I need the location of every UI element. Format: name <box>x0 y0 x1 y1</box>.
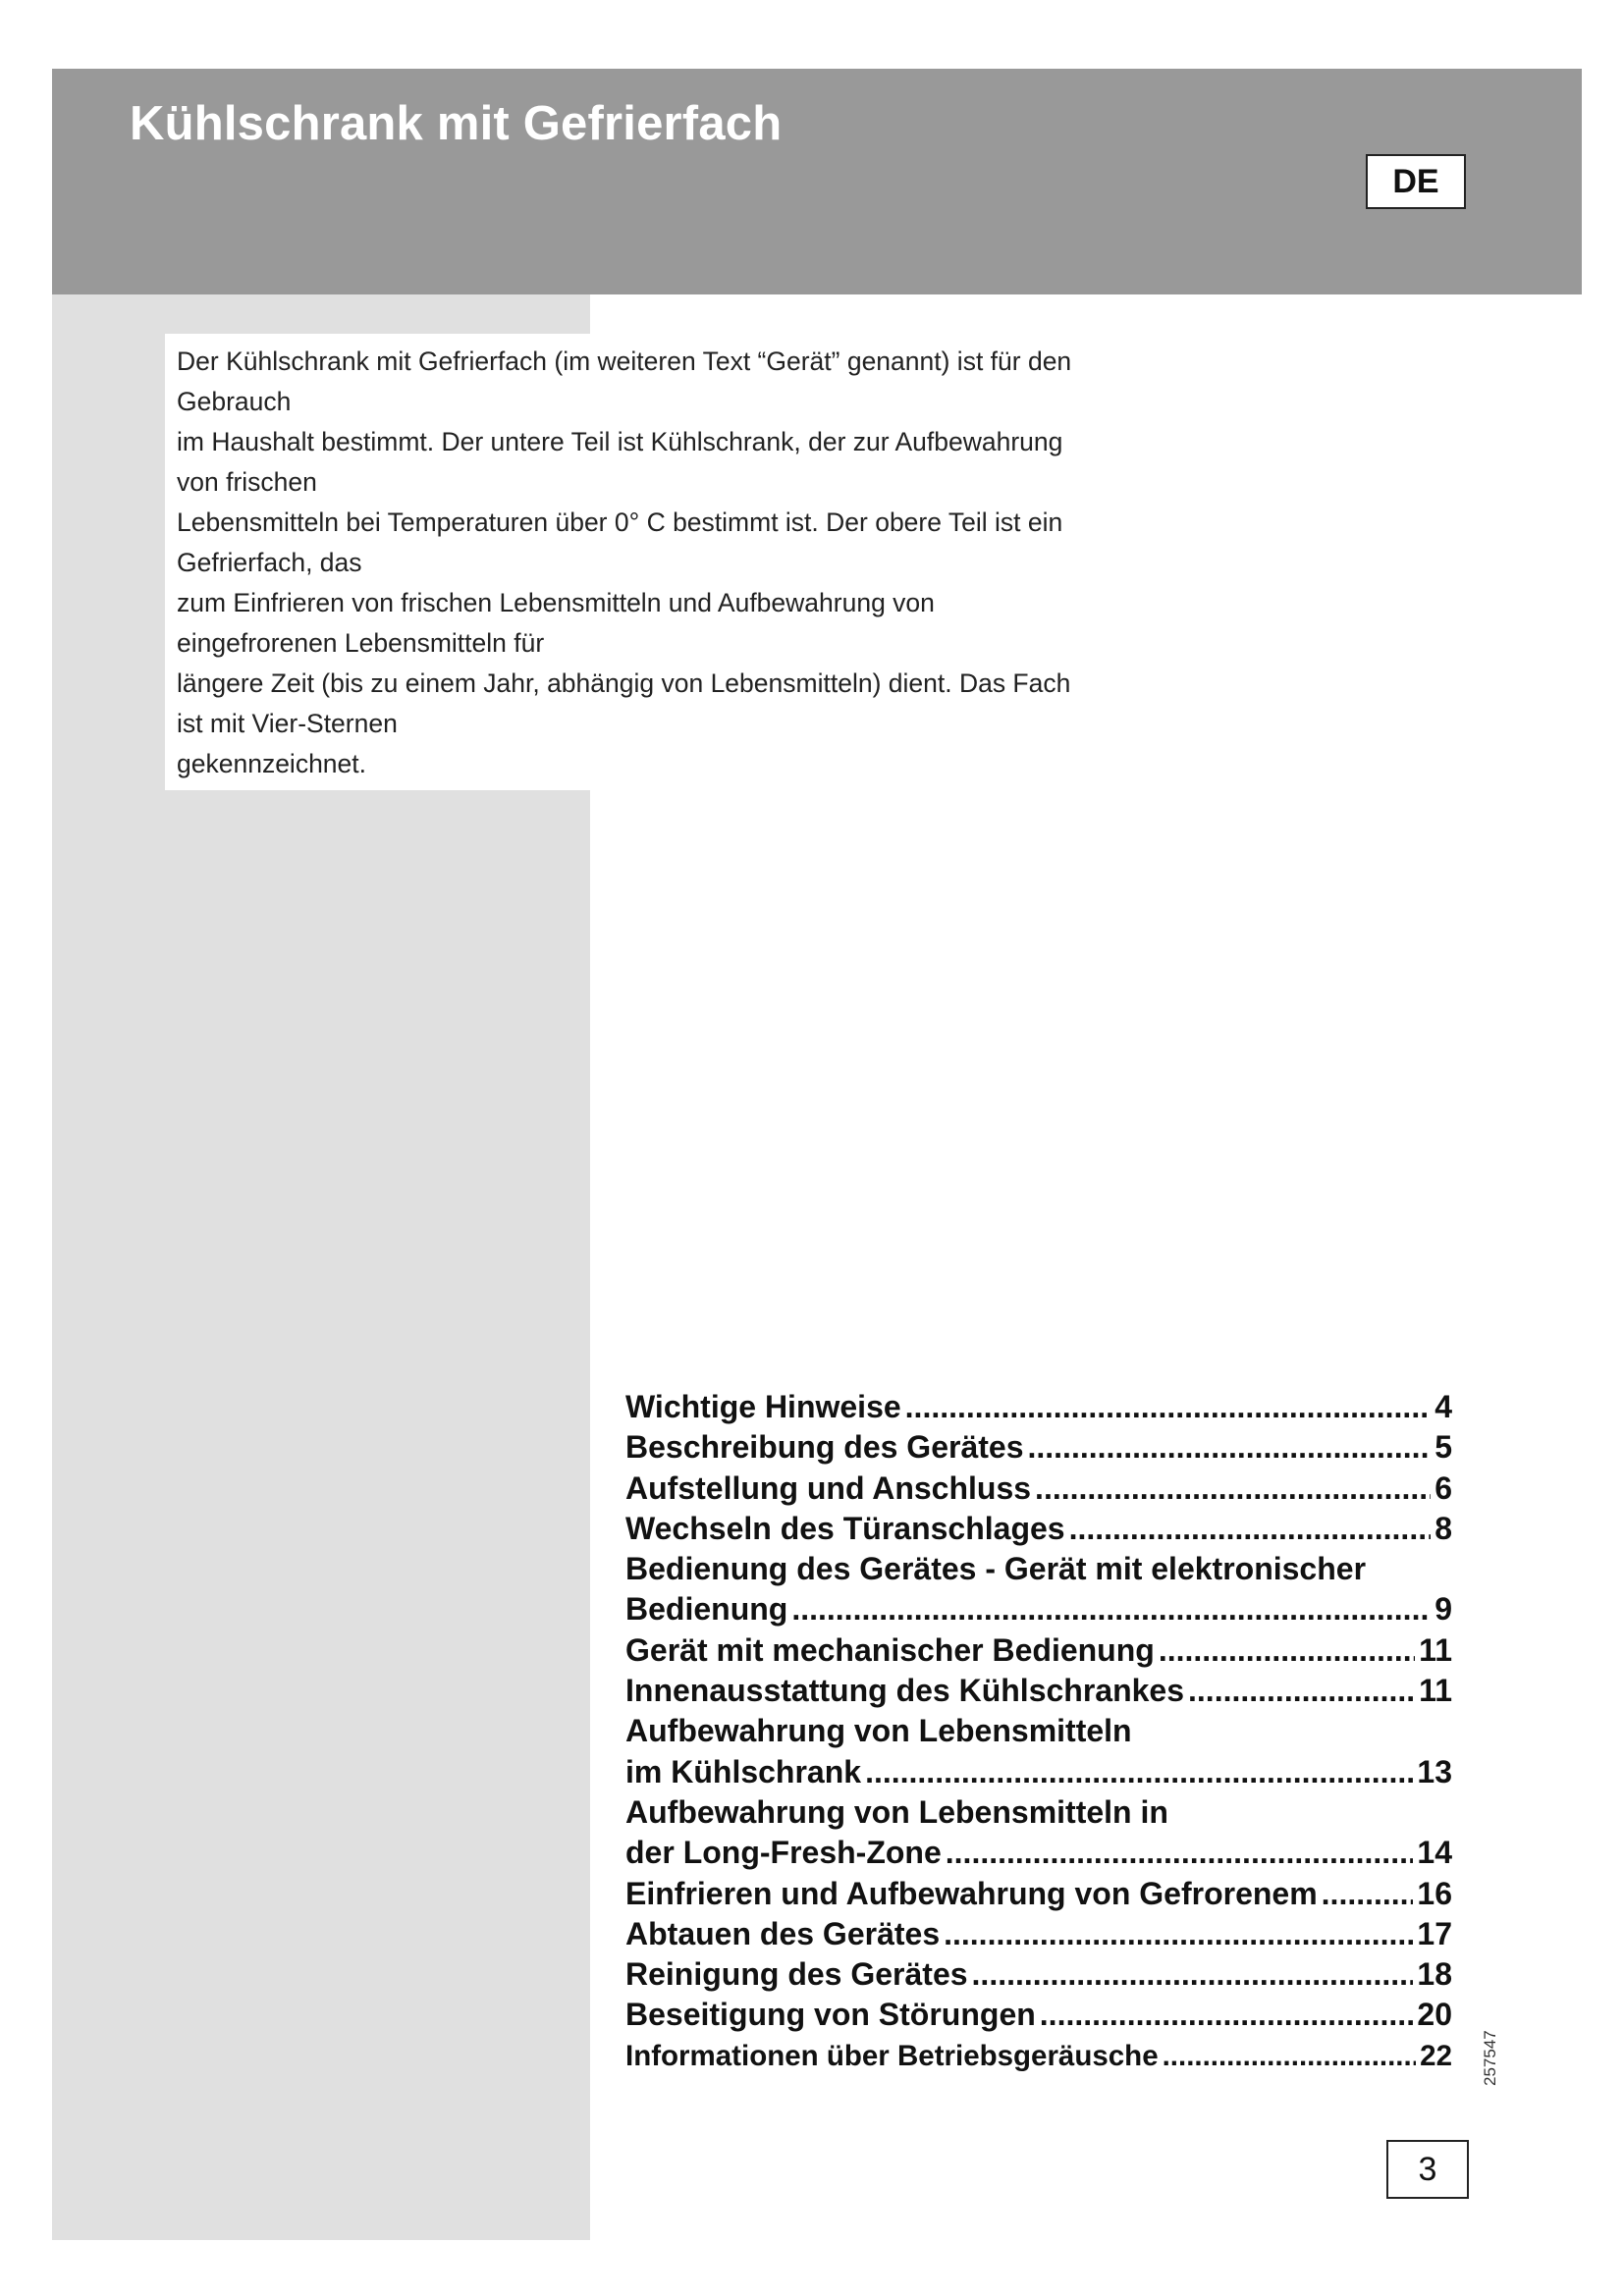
toc-item-label: Reinigung des Gerätes <box>625 1956 968 1993</box>
toc-leader <box>1040 1995 1414 2035</box>
toc-leader <box>1163 2036 1417 2076</box>
toc-leader <box>1027 1427 1431 1468</box>
toc-item-page: 14 <box>1417 1835 1452 1871</box>
toc-leader <box>865 1752 1413 1792</box>
intro-text <box>165 334 1092 790</box>
toc-item[interactable] <box>625 1589 1452 1629</box>
toc-item-page: 6 <box>1435 1469 1452 1506</box>
toc-item-page: 13 <box>1417 1753 1452 1789</box>
toc-item-label: Gerät mit mechanischer Bedienung <box>625 1631 1155 1668</box>
intro-line: Lebensmitteln bei Temperaturen über 0° C bestimmt ist. Der obere Teil ist ein Gefrierfach, das <box>177 507 1063 577</box>
toc-leader <box>1322 1874 1414 1914</box>
toc-item-label: Einfrieren und Aufbewahrung von Gefrorenem <box>625 1875 1318 1911</box>
toc-item[interactable] <box>625 2036 1452 2076</box>
toc-item-label: Wichtige Hinweise <box>625 1389 901 1424</box>
page-number: 3 <box>1386 2140 1469 2199</box>
toc-item-label: im Kühlschrank <box>625 1753 862 1789</box>
toc-item-label: der Long-Fresh-Zone <box>625 1835 942 1871</box>
toc-item-page: 20 <box>1417 1997 1452 2033</box>
toc-item[interactable] <box>625 1874 1452 1914</box>
document-number: 257547 <box>1481 2030 1499 2086</box>
language-badge: DE <box>1366 154 1466 209</box>
intro-line: zum Einfrieren von frischen Lebensmitteln und Aufbewahrung von eingefrorenen Lebensmitteln für <box>177 588 935 658</box>
toc-leader <box>946 1833 1414 1873</box>
toc-item-page: 8 <box>1435 1510 1452 1546</box>
toc-leader <box>1069 1509 1432 1549</box>
intro-line: im Haushalt bestimmt. Der untere Teil ist Kühlschrank, der zur Aufbewahrung von frischen <box>177 427 1063 497</box>
toc-item[interactable] <box>625 1954 1452 1995</box>
toc-item[interactable] <box>625 1833 1452 1873</box>
toc-item-page: 9 <box>1435 1591 1452 1628</box>
toc-item[interactable] <box>625 1995 1452 2035</box>
toc-item-label: Informationen über Betriebsgeräusche <box>625 2039 1159 2072</box>
intro-line: gekennzeichnet. <box>177 749 367 778</box>
toc-item[interactable] <box>625 1630 1452 1671</box>
toc-leader <box>1035 1468 1431 1509</box>
toc-leader <box>905 1387 1432 1427</box>
toc-item-page: 17 <box>1417 1915 1452 1951</box>
page-title: Kühlschrank mit Gefrierfach <box>130 97 783 150</box>
toc-item-page: 22 <box>1420 2039 1452 2072</box>
toc-item-label-line1: Aufbewahrung von Lebensmitteln <box>625 1713 1132 1749</box>
toc-item-page: 5 <box>1435 1429 1452 1466</box>
toc-item-label: Bedienung <box>625 1591 788 1628</box>
toc-item-label: Wechseln des Türanschlages <box>625 1510 1065 1546</box>
toc-item[interactable] <box>625 1468 1452 1509</box>
toc-leader <box>972 1954 1414 1995</box>
toc-item[interactable] <box>625 1427 1452 1468</box>
toc-item-page: 16 <box>1417 1875 1452 1911</box>
toc-leader <box>791 1589 1431 1629</box>
toc-item-label: Aufstellung und Anschluss <box>625 1469 1032 1506</box>
toc-leader <box>944 1914 1413 1954</box>
toc-item-page: 18 <box>1417 1956 1452 1993</box>
toc-item[interactable] <box>625 1509 1452 1549</box>
toc-item[interactable] <box>625 1914 1452 1954</box>
toc-item-label: Innenausstattung des Kühlschrankes <box>625 1673 1185 1709</box>
toc-item-label: Beschreibung des Gerätes <box>625 1429 1024 1466</box>
toc-item-page: 11 <box>1419 1673 1452 1709</box>
toc-item-label: Abtauen des Gerätes <box>625 1915 941 1951</box>
toc-item[interactable] <box>625 1387 1452 1427</box>
intro-line: längere Zeit (bis zu einem Jahr, abhängig von Lebensmitteln) dient. Das Fach ist mit Vier-Sternen <box>177 668 1071 738</box>
toc-item-page: 11 <box>1419 1631 1452 1668</box>
toc-item-label-line1: Bedienung des Gerätes - Gerät mit elektronischer <box>625 1551 1367 1587</box>
table-of-contents <box>625 1387 1452 2076</box>
toc-leader <box>1159 1630 1415 1671</box>
intro-line: Der Kühlschrank mit Gefrierfach (im weiteren Text “Gerät” genannt) ist für den Gebrauch <box>177 347 1072 416</box>
toc-item-label-line1: Aufbewahrung von Lebensmitteln in <box>625 1793 1168 1830</box>
toc-item[interactable] <box>625 1671 1452 1711</box>
toc-item-label: Beseitigung von Störungen <box>625 1997 1036 2033</box>
toc-item-page: 4 <box>1435 1389 1452 1424</box>
toc-leader <box>1188 1671 1415 1711</box>
toc-item[interactable] <box>625 1752 1452 1792</box>
